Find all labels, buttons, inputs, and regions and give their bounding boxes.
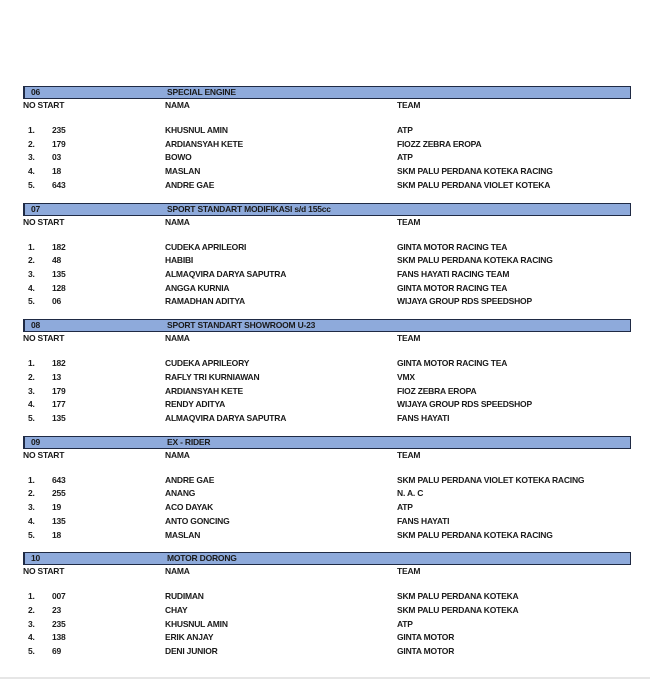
start-number: 643 — [52, 179, 66, 190]
row-index: 3. — [28, 385, 35, 396]
column-header-team: TEAM — [397, 100, 421, 110]
class-section — [23, 203, 631, 320]
team-name: GINTA MOTOR RACING TEA — [397, 358, 508, 369]
row-index: 2. — [28, 371, 35, 382]
table-row — [23, 618, 631, 632]
start-number: 48 — [52, 255, 62, 266]
team-name: FIOZ ZEBRA EROPA — [397, 385, 477, 396]
start-number: 13 — [52, 371, 62, 382]
table-row — [23, 165, 631, 179]
column-headers — [23, 565, 631, 577]
start-number: 235 — [52, 618, 66, 629]
row-index: 1. — [28, 241, 35, 252]
column-header-nama: NAMA — [165, 100, 190, 110]
class-title: MOTOR DORONG — [167, 553, 237, 564]
column-header-team: TEAM — [397, 333, 421, 344]
start-number: 255 — [52, 488, 66, 499]
rider-name: RAFLY TRI KURNIAWAN — [165, 371, 260, 382]
team-name: FANS HAYATI — [397, 412, 450, 423]
team-name: SKM PALU PERDANA KOTEKA RACING — [397, 166, 553, 177]
column-header-nama: NAMA — [165, 449, 190, 460]
table-row — [23, 501, 631, 515]
row-index: 5. — [28, 179, 35, 190]
table-row — [23, 124, 631, 138]
team-name: SKM PALU PERDANA KOTEKA RACING — [397, 255, 553, 266]
table-row — [23, 138, 631, 152]
start-number: 135 — [52, 268, 66, 279]
team-name: N. A. C — [397, 488, 424, 499]
class-section — [23, 86, 631, 203]
column-header-team: TEAM — [397, 216, 421, 227]
class-section — [23, 552, 631, 669]
row-index: 5. — [28, 296, 35, 307]
table-row — [23, 604, 631, 618]
row-index: 1. — [28, 474, 35, 485]
start-number: 138 — [52, 632, 66, 643]
table-row — [23, 282, 631, 296]
rider-name: RENDY ADITYA — [165, 399, 226, 410]
start-number: 06 — [52, 296, 62, 307]
class-section — [23, 436, 631, 553]
table-row — [23, 474, 631, 488]
rider-name: ARDIANSYAH KETE — [165, 138, 243, 149]
page-bottom-divider — [0, 677, 650, 679]
row-index: 1. — [28, 591, 35, 602]
team-name: ATP — [397, 618, 413, 629]
rider-name: ALMAQVIRA DARYA SAPUTRA — [165, 412, 287, 423]
class-header-bar — [23, 552, 631, 565]
start-number: 007 — [52, 591, 66, 602]
row-index: 4. — [28, 166, 35, 177]
rider-name: ANGGA KURNIA — [165, 282, 230, 293]
row-index: 2. — [28, 605, 35, 616]
table-row — [23, 254, 631, 268]
rider-name: ANTO GONCING — [165, 515, 230, 526]
row-index: 3. — [28, 502, 35, 513]
rider-name: ERIK ANJAY — [165, 632, 214, 643]
start-number: 135 — [52, 515, 66, 526]
column-header-nama: NAMA — [165, 566, 190, 577]
rider-name: ARDIANSYAH KETE — [165, 385, 243, 396]
rider-name: CUDEKA APRILEORY — [165, 358, 250, 369]
column-header-no-start: NO START — [23, 333, 65, 344]
row-index: 4. — [28, 399, 35, 410]
start-number: 69 — [52, 646, 62, 657]
team-name: FIOZZ ZEBRA EROPA — [397, 138, 482, 149]
table-row — [23, 179, 631, 193]
row-index: 1. — [28, 125, 35, 135]
table-row — [23, 268, 631, 282]
table-row — [23, 590, 631, 604]
rider-name: MASLAN — [165, 529, 201, 540]
start-number: 179 — [52, 385, 66, 396]
team-name: FANS HAYATI — [397, 515, 450, 526]
table-row — [23, 515, 631, 529]
rider-name: ACO DAYAK — [165, 502, 214, 513]
row-index: 2. — [28, 488, 35, 499]
row-index: 5. — [28, 646, 35, 657]
team-name: VMX — [397, 371, 415, 382]
team-name: FANS HAYATI RACING TEAM — [397, 268, 510, 279]
table-row — [23, 529, 631, 543]
team-name: WIJAYA GROUP RDS SPEEDSHOP — [397, 296, 532, 307]
column-header-no-start: NO START — [23, 566, 65, 577]
start-number: 128 — [52, 282, 66, 293]
class-code: 10 — [31, 553, 41, 564]
column-header-no-start: NO START — [23, 449, 65, 460]
column-headers — [23, 449, 631, 461]
team-name: GINTA MOTOR RACING TEA — [397, 241, 508, 252]
rider-name: HABIBI — [165, 255, 194, 266]
row-index: 3. — [28, 268, 35, 279]
rider-name: RUDIMAN — [165, 591, 204, 602]
start-number: 182 — [52, 241, 66, 252]
team-name: GINTA MOTOR — [397, 646, 455, 657]
row-index: 5. — [28, 529, 35, 540]
column-headers — [23, 99, 631, 111]
row-index: 3. — [28, 618, 35, 629]
team-name: SKM PALU PERDANA KOTEKA RACING — [397, 529, 553, 540]
start-number: 179 — [52, 138, 66, 149]
rider-name: ANDRE GAE — [165, 179, 215, 190]
column-header-nama: NAMA — [165, 333, 190, 344]
team-name: SKM PALU PERDANA VIOLET KOTEKA — [397, 179, 551, 190]
column-header-team: TEAM — [397, 566, 421, 577]
start-number: 182 — [52, 358, 66, 369]
rider-name: ALMAQVIRA DARYA SAPUTRA — [165, 268, 287, 279]
table-row — [23, 385, 631, 399]
rider-name: CHAY — [165, 605, 188, 616]
column-headers — [23, 216, 631, 228]
team-name: SKM PALU PERDANA KOTEKA — [397, 605, 519, 616]
row-index: 1. — [28, 358, 35, 369]
column-header-team: TEAM — [397, 449, 421, 460]
class-header-bar — [23, 436, 631, 449]
rider-name: ANANG — [165, 488, 196, 499]
class-section — [23, 319, 631, 436]
row-index: 3. — [28, 152, 35, 163]
table-row — [23, 241, 631, 255]
start-number: 177 — [52, 399, 66, 410]
table-row — [23, 357, 631, 371]
class-code: 07 — [31, 203, 41, 214]
team-name: GINTA MOTOR RACING TEA — [397, 282, 508, 293]
class-title: SPORT STANDART SHOWROOM U-23 — [167, 320, 316, 331]
class-title: EX - RIDER — [167, 436, 211, 447]
class-code: 06 — [31, 87, 41, 97]
rider-name: CUDEKA APRILEORI — [165, 241, 247, 252]
row-index: 4. — [28, 515, 35, 526]
rider-name: KHUSNUL AMIN — [165, 125, 228, 135]
team-name: ATP — [397, 125, 413, 135]
column-header-nama: NAMA — [165, 216, 190, 227]
start-number: 18 — [52, 529, 62, 540]
row-index: 4. — [28, 632, 35, 643]
team-name: ATP — [397, 502, 413, 513]
table-row — [23, 398, 631, 412]
team-name: ATP — [397, 152, 413, 163]
start-number: 135 — [52, 412, 66, 423]
table-row — [23, 371, 631, 385]
start-list-document — [23, 86, 631, 669]
table-row — [23, 412, 631, 426]
rider-name: MASLAN — [165, 166, 201, 177]
class-header-bar — [23, 86, 631, 99]
start-number: 23 — [52, 605, 62, 616]
team-name: SKM PALU PERDANA KOTEKA — [397, 591, 519, 602]
column-header-no-start: NO START — [23, 100, 65, 110]
start-number: 03 — [52, 152, 62, 163]
team-name: SKM PALU PERDANA VIOLET KOTEKA RACING — [397, 474, 585, 485]
rider-name: DENI JUNIOR — [165, 646, 218, 657]
class-header-bar — [23, 319, 631, 332]
class-title: SPECIAL ENGINE — [167, 87, 236, 97]
table-row — [23, 645, 631, 659]
team-name: WIJAYA GROUP RDS SPEEDSHOP — [397, 399, 532, 410]
table-row — [23, 151, 631, 165]
table-row — [23, 295, 631, 309]
table-row — [23, 631, 631, 645]
table-row — [23, 487, 631, 501]
start-number: 643 — [52, 474, 66, 485]
start-number: 19 — [52, 502, 62, 513]
class-header-bar — [23, 203, 631, 216]
column-headers — [23, 332, 631, 344]
rider-name: BOWO — [165, 152, 192, 163]
row-index: 2. — [28, 255, 35, 266]
row-index: 5. — [28, 412, 35, 423]
row-index: 2. — [28, 138, 35, 149]
start-number: 235 — [52, 125, 66, 135]
class-code: 09 — [31, 436, 41, 447]
team-name: GINTA MOTOR — [397, 632, 455, 643]
class-title: SPORT STANDART MODIFIKASI s/d 155cc — [167, 203, 331, 214]
column-header-no-start: NO START — [23, 216, 65, 227]
class-code: 08 — [31, 320, 41, 331]
rider-name: KHUSNUL AMIN — [165, 618, 228, 629]
start-number: 18 — [52, 166, 62, 177]
rider-name: ANDRE GAE — [165, 474, 215, 485]
row-index: 4. — [28, 282, 35, 293]
rider-name: RAMADHAN ADITYA — [165, 296, 245, 307]
